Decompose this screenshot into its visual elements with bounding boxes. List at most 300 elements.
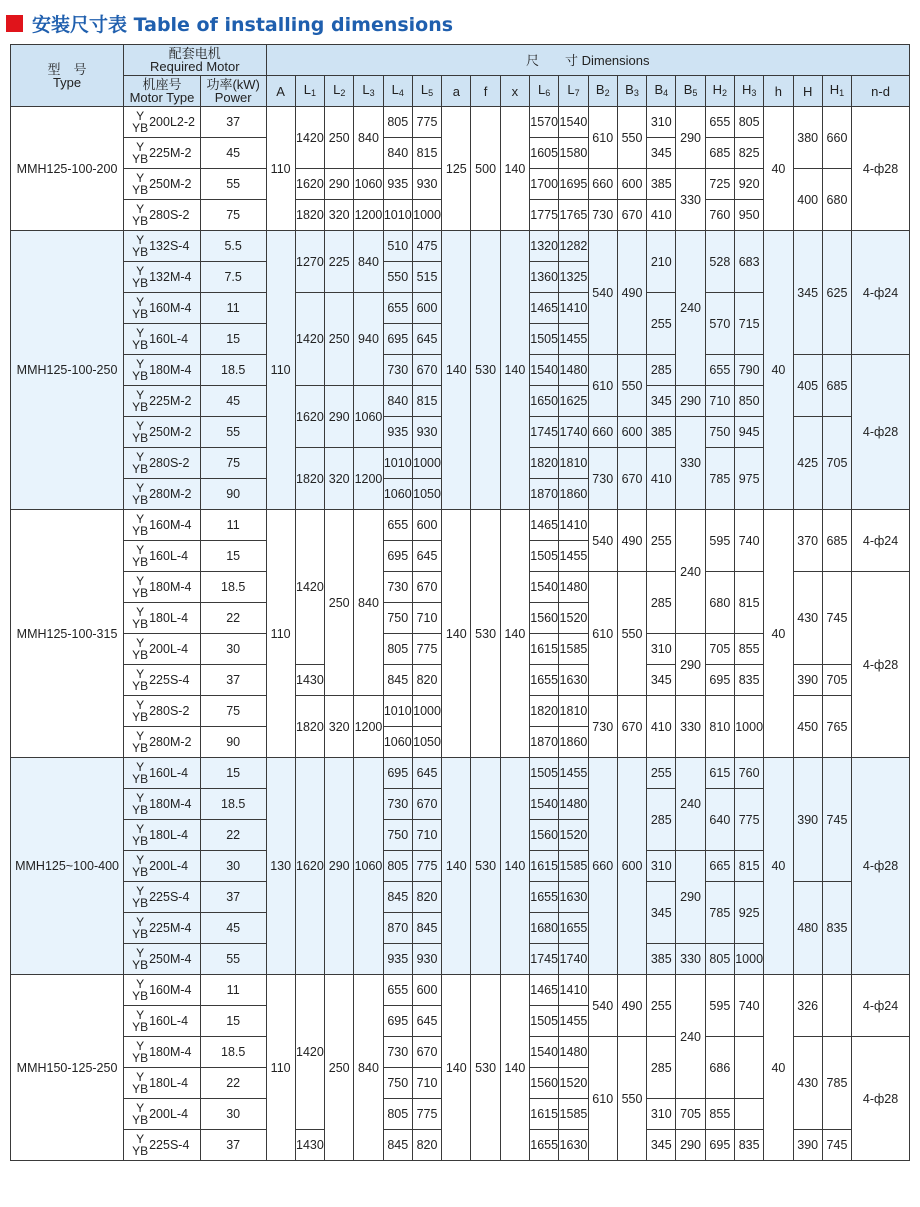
h: 40: [764, 510, 793, 758]
power: 55: [200, 417, 266, 448]
L4: 1060: [383, 727, 412, 758]
L4: 730: [383, 355, 412, 386]
y-yb-label: Y YB: [132, 822, 149, 848]
L7: 1765: [559, 200, 588, 231]
H2: 750: [705, 417, 734, 448]
y-yb-label: Y YB: [132, 109, 149, 135]
L4: 730: [383, 572, 412, 603]
L7: 1520: [559, 603, 588, 634]
B4: 210: [647, 231, 676, 293]
header-power: 功率(kW) Power: [200, 76, 266, 107]
nd: 4-ф24: [852, 510, 910, 572]
y-yb-label: Y YB: [132, 326, 149, 352]
H: 370: [793, 510, 822, 572]
L1: 1420: [295, 293, 324, 386]
L5: 775: [412, 634, 441, 665]
H3: 760: [735, 758, 764, 789]
L1: 1820: [295, 200, 324, 231]
H1: 765: [822, 696, 851, 758]
L6: 1320: [530, 231, 559, 262]
power: 37: [200, 107, 266, 138]
B5: 290: [676, 634, 705, 696]
motor-type: Y YB225S-4: [124, 1130, 201, 1161]
L5: 645: [412, 758, 441, 789]
L4: 750: [383, 603, 412, 634]
y-yb-label: Y YB: [132, 264, 149, 290]
L4: 1010: [383, 448, 412, 479]
L7: 1282: [559, 231, 588, 262]
L3: 940: [354, 293, 383, 386]
L7: 1630: [559, 1130, 588, 1161]
L4: 805: [383, 107, 412, 138]
x: 140: [500, 107, 529, 231]
B4: 285: [647, 789, 676, 851]
H1: 680: [822, 169, 851, 231]
L7: 1740: [559, 944, 588, 975]
L7: 1810: [559, 696, 588, 727]
H2: 805: [705, 944, 734, 975]
B3: 550: [617, 1037, 646, 1161]
B4: 410: [647, 200, 676, 231]
col-a: a: [442, 76, 471, 107]
header-motor-type: 机座号 Motor Type: [124, 76, 201, 107]
L6: 1505: [530, 1006, 559, 1037]
f: 500: [471, 107, 500, 231]
L7: 1480: [559, 789, 588, 820]
power: 18.5: [200, 355, 266, 386]
H3: 975: [735, 448, 764, 510]
power: 30: [200, 1099, 266, 1130]
y-yb-label: Y YB: [132, 481, 149, 507]
type-cell: MMH125-100-315: [11, 510, 124, 758]
power: 75: [200, 200, 266, 231]
L7: 1410: [559, 293, 588, 324]
B5: 290: [676, 851, 705, 944]
power: 22: [200, 603, 266, 634]
L1: 1820: [295, 696, 324, 758]
H3: 855: [705, 1099, 734, 1130]
motor-type: Y YB280S-2: [124, 200, 201, 231]
L6: 1745: [530, 417, 559, 448]
y-yb-label: Y YB: [132, 512, 149, 538]
L2: 250: [325, 975, 354, 1161]
H3: 740: [735, 975, 764, 1037]
header-row-1: [11, 45, 910, 76]
L7: 1540: [559, 107, 588, 138]
B5: 330: [676, 417, 705, 510]
col-B4: $B_4$: [647, 76, 676, 107]
y-yb-label: Y YB: [132, 791, 149, 817]
L1: 1820: [295, 448, 324, 510]
h: 40: [764, 107, 793, 231]
f: 530: [471, 758, 500, 975]
y-yb-label: Y YB: [132, 977, 149, 1003]
B3: 670: [617, 448, 646, 510]
H3: 950: [735, 200, 764, 231]
x: 140: [500, 510, 529, 758]
H1: 685: [822, 355, 851, 417]
H: 430: [793, 1037, 822, 1130]
motor-type: Y YB225M-4: [124, 913, 201, 944]
motor-type: Y YB160L-4: [124, 1006, 201, 1037]
B3: 670: [617, 200, 646, 231]
H2: 685: [705, 138, 734, 169]
L2: 290: [325, 169, 354, 200]
power: 37: [200, 665, 266, 696]
B4: 285: [647, 572, 676, 634]
L5: 600: [412, 293, 441, 324]
B5: 240: [676, 975, 705, 1099]
type-cell: MMH125-100-200: [11, 107, 124, 231]
power: 45: [200, 386, 266, 417]
L2: 290: [325, 386, 354, 448]
L5: 600: [412, 975, 441, 1006]
header-dimensions: 尺 寸 Dimensions: [266, 45, 910, 76]
y-yb-label: Y YB: [132, 853, 149, 879]
group-3: [11, 510, 910, 758]
type-cell: MMH125~100-400: [11, 758, 124, 975]
B3: 490: [617, 510, 646, 572]
L4: 840: [383, 138, 412, 169]
L5: 820: [412, 1130, 441, 1161]
header-row-2: [11, 76, 910, 107]
L2: 250: [325, 510, 354, 696]
L7: 1810: [559, 448, 588, 479]
B2: 540: [588, 231, 617, 355]
L7: 1480: [559, 1037, 588, 1068]
L5: 670: [412, 572, 441, 603]
L7: 1585: [559, 851, 588, 882]
H2: 680: [705, 572, 734, 634]
L4: 695: [383, 324, 412, 355]
H3: 920: [735, 169, 764, 200]
y-yb-label: Y YB: [132, 202, 149, 228]
y-yb-label: Y YB: [132, 1070, 149, 1096]
h: 40: [764, 758, 793, 975]
y-yb-label: Y YB: [132, 1132, 149, 1158]
L4: 1060: [383, 479, 412, 510]
y-yb-label: Y YB: [132, 760, 149, 786]
B2: 660: [588, 417, 617, 448]
H: 450: [793, 696, 822, 758]
col-h: h: [764, 76, 793, 107]
L7: 1410: [559, 975, 588, 1006]
L6: 1505: [530, 541, 559, 572]
L1: 1620: [295, 386, 324, 448]
L6: 1540: [530, 355, 559, 386]
a: 140: [442, 510, 471, 758]
H1: 745: [822, 758, 851, 882]
B4: 345: [647, 882, 676, 944]
motor-type: Y YB180M-4: [124, 789, 201, 820]
B4: 385: [647, 169, 676, 200]
B3: 490: [617, 975, 646, 1037]
B3: 600: [617, 758, 646, 975]
L2: 250: [325, 107, 354, 169]
nd: 4-ф28: [852, 572, 910, 758]
x: 140: [500, 758, 529, 975]
L7: 1480: [559, 355, 588, 386]
L7: 1580: [559, 138, 588, 169]
B4: 410: [647, 696, 676, 758]
L7: 1630: [559, 665, 588, 696]
A: 130: [266, 758, 295, 975]
L7: 1860: [559, 479, 588, 510]
motor-type: Y YB180L-4: [124, 1068, 201, 1099]
col-f: f: [471, 76, 500, 107]
H3: 815: [735, 851, 764, 882]
H3: 1000: [735, 944, 764, 975]
power: 22: [200, 1068, 266, 1099]
motor-type: Y YB225S-4: [124, 665, 201, 696]
H2: 686: [705, 1037, 734, 1099]
col-H: H: [793, 76, 822, 107]
L5: 600: [412, 510, 441, 541]
motor-type: Y YB225M-2: [124, 386, 201, 417]
L6: 1655: [530, 882, 559, 913]
y-yb-label: Y YB: [132, 388, 149, 414]
power: 18.5: [200, 789, 266, 820]
L7: 1480: [559, 572, 588, 603]
L6: 1540: [530, 1037, 559, 1068]
L6: 1615: [530, 1099, 559, 1130]
col-L3: $L_3$: [354, 76, 383, 107]
B4: 345: [647, 1130, 676, 1161]
col-L7: $L_7$: [559, 76, 588, 107]
motor-type: Y YB160L-4: [124, 324, 201, 355]
a: 140: [442, 231, 471, 510]
L6: 1870: [530, 727, 559, 758]
h: 40: [764, 975, 793, 1161]
B4: 255: [647, 758, 676, 789]
L6: 1540: [530, 572, 559, 603]
power: 75: [200, 696, 266, 727]
motor-type: Y YB280M-2: [124, 727, 201, 758]
L4: 1010: [383, 696, 412, 727]
L2: 320: [325, 200, 354, 231]
motor-type: Y YB160L-4: [124, 758, 201, 789]
motor-type: Y YB180M-4: [124, 1037, 201, 1068]
L7: 1860: [559, 727, 588, 758]
B3: 600: [617, 169, 646, 200]
L4: 845: [383, 882, 412, 913]
B4: 345: [647, 665, 676, 696]
L6: 1570: [530, 107, 559, 138]
motor-type: Y YB200L2-2: [124, 107, 201, 138]
col-L6: $L_6$: [530, 76, 559, 107]
H3: 775: [735, 789, 764, 851]
L5: 710: [412, 603, 441, 634]
motor-type: Y YB160M-4: [124, 293, 201, 324]
L5: 645: [412, 541, 441, 572]
L4: 750: [383, 820, 412, 851]
H2: 615: [705, 758, 734, 789]
motor-type: Y YB250M-4: [124, 944, 201, 975]
B4: 255: [647, 975, 676, 1037]
L7: 1325: [559, 262, 588, 293]
B4: 310: [647, 634, 676, 665]
motor-type: Y YB160M-4: [124, 510, 201, 541]
L6: 1605: [530, 138, 559, 169]
L6: 1560: [530, 820, 559, 851]
L6: 1615: [530, 851, 559, 882]
y-yb-label: Y YB: [132, 605, 149, 631]
B4: 345: [647, 138, 676, 169]
y-yb-label: Y YB: [132, 1039, 149, 1065]
col-B2: $B_2$: [588, 76, 617, 107]
H3: 805: [735, 107, 764, 138]
col-H1: $H_1$: [822, 76, 851, 107]
H: 405: [793, 355, 822, 417]
motor-type: Y YB280S-2: [124, 696, 201, 727]
L1: 1430: [295, 665, 324, 696]
motor-type: Y YB225S-4: [124, 882, 201, 913]
group-4: [11, 758, 910, 975]
L4: 695: [383, 541, 412, 572]
L6: 1505: [530, 324, 559, 355]
H3: [735, 1037, 764, 1099]
L7: 1455: [559, 541, 588, 572]
page-title: [6, 6, 453, 40]
power: 18.5: [200, 572, 266, 603]
B2: 730: [588, 448, 617, 510]
L4: 730: [383, 1037, 412, 1068]
L5: 475: [412, 231, 441, 262]
L5: 645: [412, 324, 441, 355]
L5: 1050: [412, 727, 441, 758]
col-B3: $B_3$: [617, 76, 646, 107]
H2: 595: [705, 975, 734, 1037]
y-yb-label: Y YB: [132, 729, 149, 755]
B4: 410: [647, 448, 676, 510]
L5: 1000: [412, 200, 441, 231]
L7: 1695: [559, 169, 588, 200]
y-yb-label: Y YB: [132, 946, 149, 972]
L6: 1655: [530, 665, 559, 696]
H2: 725: [705, 169, 734, 200]
B5: 330: [676, 169, 705, 231]
nd: 4-ф28: [852, 758, 910, 975]
L4: 695: [383, 1006, 412, 1037]
H3: 825: [735, 138, 764, 169]
L6: 1360: [530, 262, 559, 293]
B4: 285: [647, 1037, 676, 1099]
L4: 805: [383, 1099, 412, 1130]
H: 345: [793, 231, 822, 355]
L5: 815: [412, 386, 441, 417]
H2: 570: [705, 293, 734, 355]
f: 530: [471, 510, 500, 758]
header-type: 型 号 Type: [11, 45, 124, 107]
B3: 550: [617, 572, 646, 696]
L1: 1620: [295, 758, 324, 975]
H2: 760: [705, 200, 734, 231]
nd: 4-ф28: [852, 355, 910, 510]
B4: 310: [647, 851, 676, 882]
B4: 345: [647, 386, 676, 417]
L4: 845: [383, 665, 412, 696]
L1: 1420: [295, 510, 324, 665]
L1: 1430: [295, 1130, 324, 1161]
L4: 870: [383, 913, 412, 944]
L6: 1745: [530, 944, 559, 975]
col-L5: $L_5$: [412, 76, 441, 107]
motor-type: Y YB180M-4: [124, 355, 201, 386]
L4: 840: [383, 386, 412, 417]
power: 11: [200, 293, 266, 324]
H2: 705: [676, 1099, 705, 1130]
H2: 705: [705, 634, 734, 665]
H2: 695: [705, 1130, 734, 1161]
L3: 1200: [354, 200, 383, 231]
L5: 815: [412, 138, 441, 169]
H1: 685: [822, 510, 851, 572]
L3: 1060: [354, 169, 383, 200]
L2: 225: [325, 231, 354, 293]
L4: 805: [383, 851, 412, 882]
y-yb-label: Y YB: [132, 295, 149, 321]
L7: 1585: [559, 634, 588, 665]
dimensions-table: [10, 44, 910, 1161]
power: 15: [200, 758, 266, 789]
y-yb-label: Y YB: [132, 1008, 149, 1034]
B2: 660: [588, 169, 617, 200]
B2: 610: [588, 572, 617, 696]
y-yb-label: Y YB: [132, 543, 149, 569]
L7: 1520: [559, 820, 588, 851]
power: 15: [200, 1006, 266, 1037]
L3: 1200: [354, 696, 383, 758]
L6: 1540: [530, 789, 559, 820]
H1: 785: [822, 1037, 851, 1130]
L7: 1585: [559, 1099, 588, 1130]
H: 390: [793, 758, 822, 882]
y-yb-label: Y YB: [132, 1101, 149, 1127]
power: 45: [200, 913, 266, 944]
H2: 528: [705, 231, 734, 293]
H: 480: [793, 882, 822, 975]
L4: 695: [383, 758, 412, 789]
B5: 290: [676, 107, 705, 169]
A: 110: [266, 231, 295, 510]
H1: 835: [822, 882, 851, 975]
H3: 945: [735, 417, 764, 448]
L6: 1680: [530, 913, 559, 944]
L4: 730: [383, 789, 412, 820]
power: 30: [200, 634, 266, 665]
power: 15: [200, 541, 266, 572]
power: 11: [200, 510, 266, 541]
L6: 1820: [530, 448, 559, 479]
L6: 1820: [530, 696, 559, 727]
motor-type: Y YB280S-2: [124, 448, 201, 479]
group-2: [11, 231, 910, 510]
L5: 670: [412, 355, 441, 386]
L3: 840: [354, 975, 383, 1161]
L4: 510: [383, 231, 412, 262]
H1: 705: [822, 417, 851, 510]
power: 22: [200, 820, 266, 851]
H1: 745: [822, 572, 851, 665]
power: 55: [200, 944, 266, 975]
L6: 1870: [530, 479, 559, 510]
motor-type: Y YB160M-4: [124, 975, 201, 1006]
L1: 1420: [295, 975, 324, 1130]
type-cell: MMH150-125-250: [11, 975, 124, 1161]
H1: [822, 975, 851, 1037]
motor-type: Y YB180M-4: [124, 572, 201, 603]
title-text: 安装尺寸表 Table of installing dimensions: [32, 13, 454, 36]
